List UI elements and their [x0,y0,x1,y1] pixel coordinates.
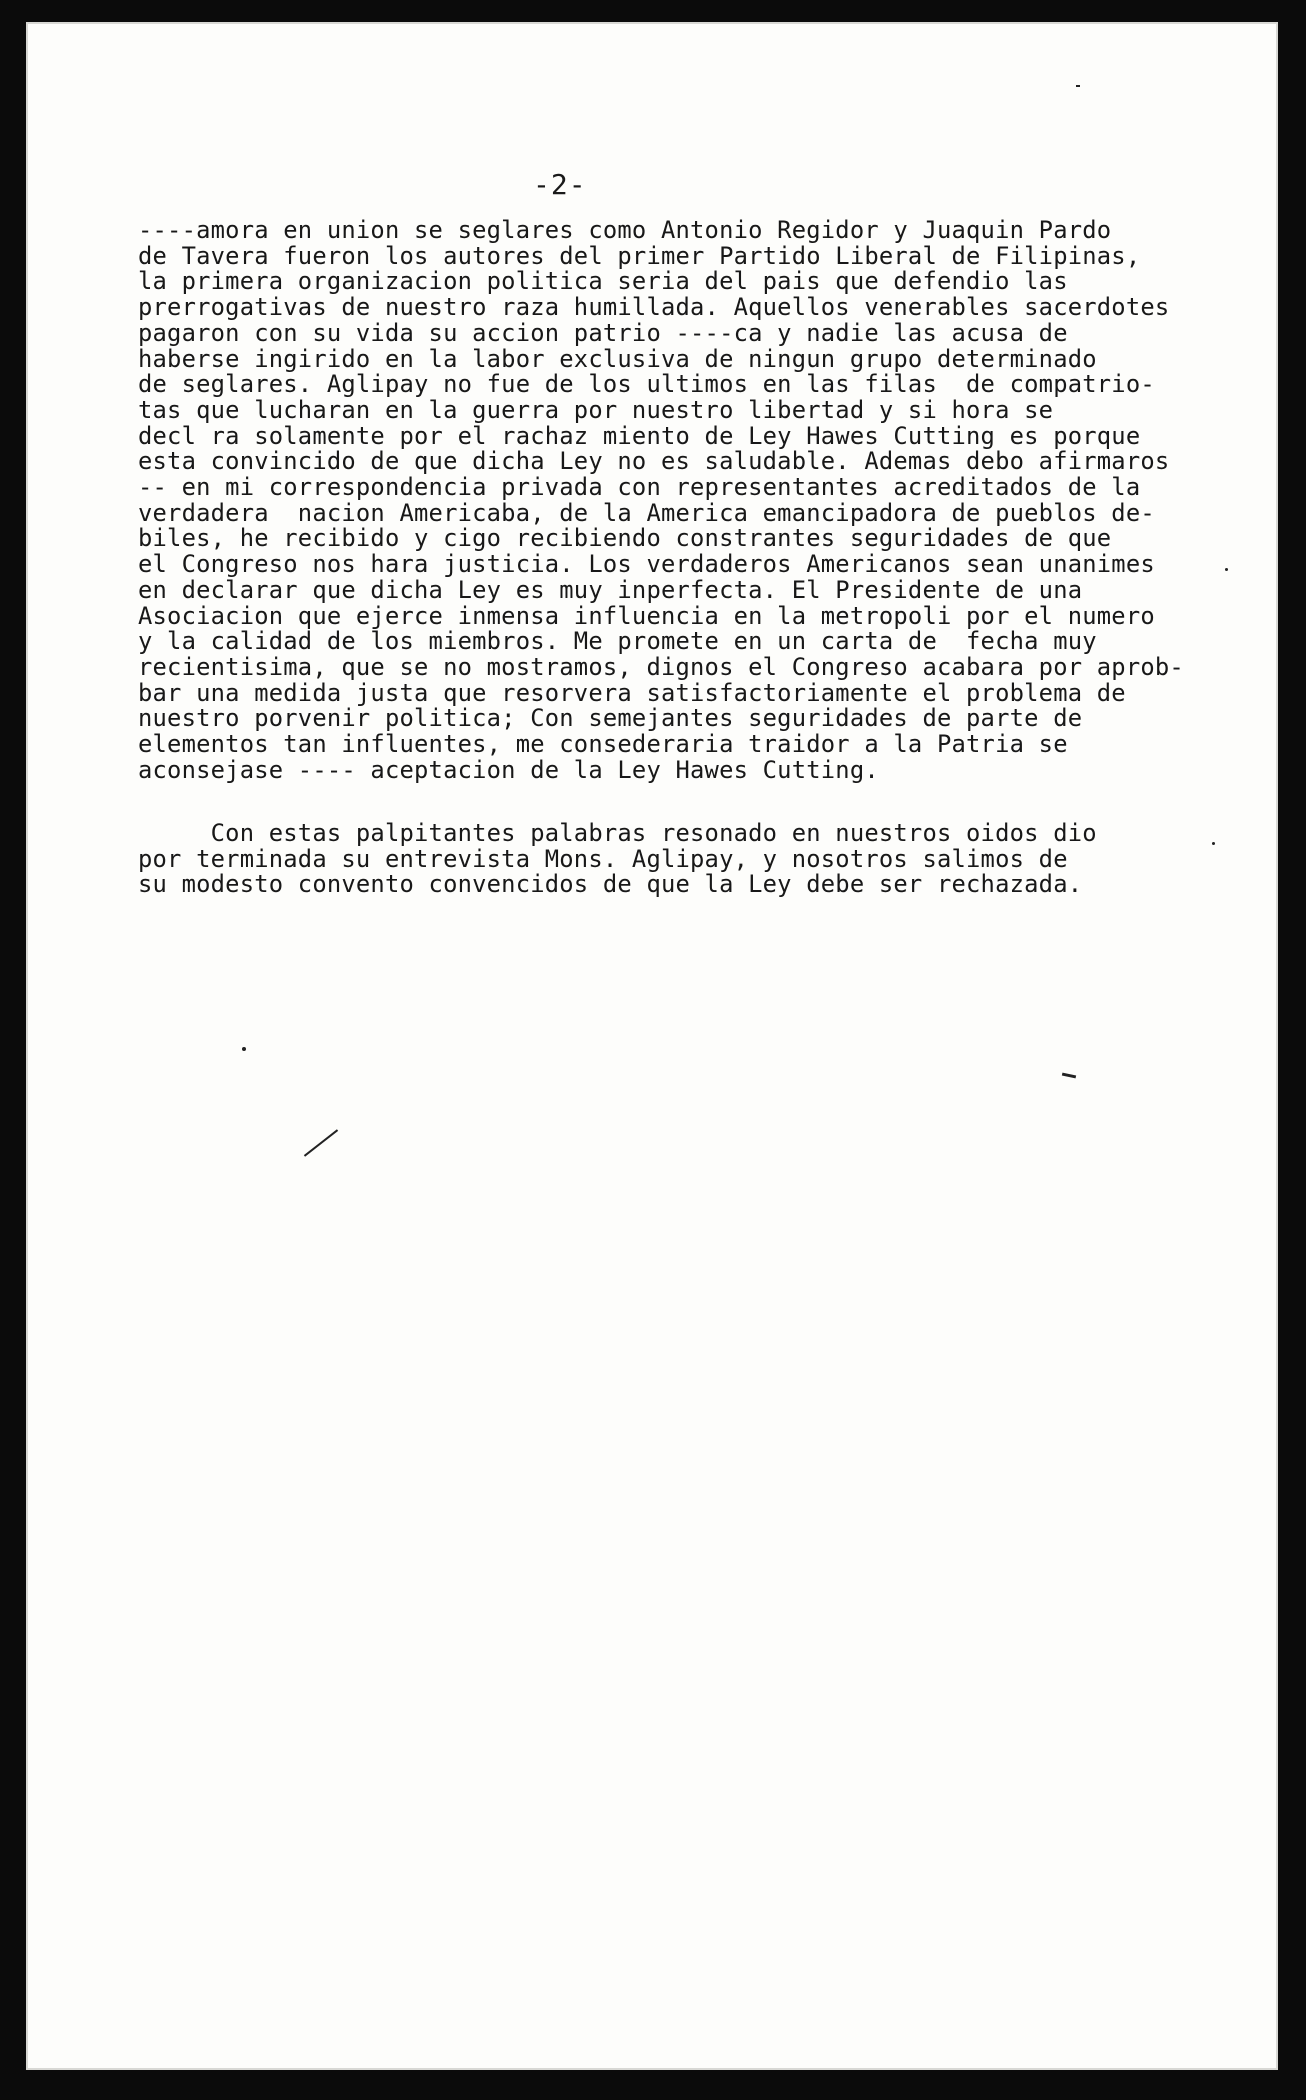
text-line: en declarar que dicha Ley es muy inperfecta. El Presidente de una [138,575,1083,604]
text-line: por terminada su entrevista Mons. Aglipay, y nosotros salimos de [138,844,1068,873]
text-line: nuestro porvenir politica; Con semejantes seguridades de parte de [138,704,1083,733]
text-line: prerrogativas de nuestro raza humillada. Aquellos venerables sacerdotes [138,293,1170,322]
text-line: Asociacion que ejerce inmensa influencia en la metropoli por el numero [138,601,1155,630]
text-line: la primera organizacion politica seria del pais que defendio las [138,267,1068,296]
text-line: su modesto convento convencidos de que la Ley debe ser rechazada. [138,870,1083,899]
text-line: aconsejase ---- aceptacion de la Ley Hawes Cutting. [138,755,879,784]
text-line: haberse ingirido en la labor exclusiva de ningun grupo determinado [138,344,1097,373]
paragraph-body [138,218,1268,783]
ink-speck [1225,568,1228,571]
text-line: decl ra solamente por el rachaz miento de Ley Hawes Cutting es porque [138,421,1141,450]
paragraph-closing [138,821,1268,898]
text-line: verdadera nacion Americaba, de la America emancipadora de pueblos de- [138,498,1155,527]
page-number: -2- [533,168,587,201]
ink-speck [1212,842,1215,845]
text-line: -- en mi correspondencia privada con representantes acreditados de la [138,473,1141,502]
text-line: esta convincido de que dicha Ley no es saludable. Ademas debo afirmaros [138,447,1170,476]
ink-speck [1076,85,1080,87]
text-line: bar una medida justa que resorvera satisfactoriamente el problema de [138,678,1126,707]
text-line: elementos tan influentes, me consederaria traidor a la Patria se [138,730,1068,759]
text-line: ----amora en union se seglares como Antonio Regidor y Juaquin Pardo [138,216,1112,244]
text-line: de seglares. Aglipay no fue de los ultimos en las filas de compatrio- [138,370,1155,399]
text-line: Con estas palpitantes palabras resonado en nuestros oidos dio [138,819,1097,847]
ink-speck [242,1047,246,1051]
text-line: de Tavera fueron los autores del primer Partido Liberal de Filipinas, [138,241,1141,270]
text-line: pagaron con su vida su accion patrio ----ca y nadie las acusa de [138,318,1068,347]
text-line: el Congreso nos hara justicia. Los verdaderos Americanos sean unanimes [138,550,1155,579]
text-line: tas que lucharan en la guerra por nuestro libertad y si hora se [138,395,1054,424]
text-line: recientisima, que se no mostramos, dignos el Congreso acabara por aprob- [138,652,1184,681]
text-line: biles, he recibido y cigo recibiendo constrantes seguridades de que [138,524,1112,553]
text-line: y la calidad de los miembros. Me promete en un carta de fecha muy [138,627,1097,656]
